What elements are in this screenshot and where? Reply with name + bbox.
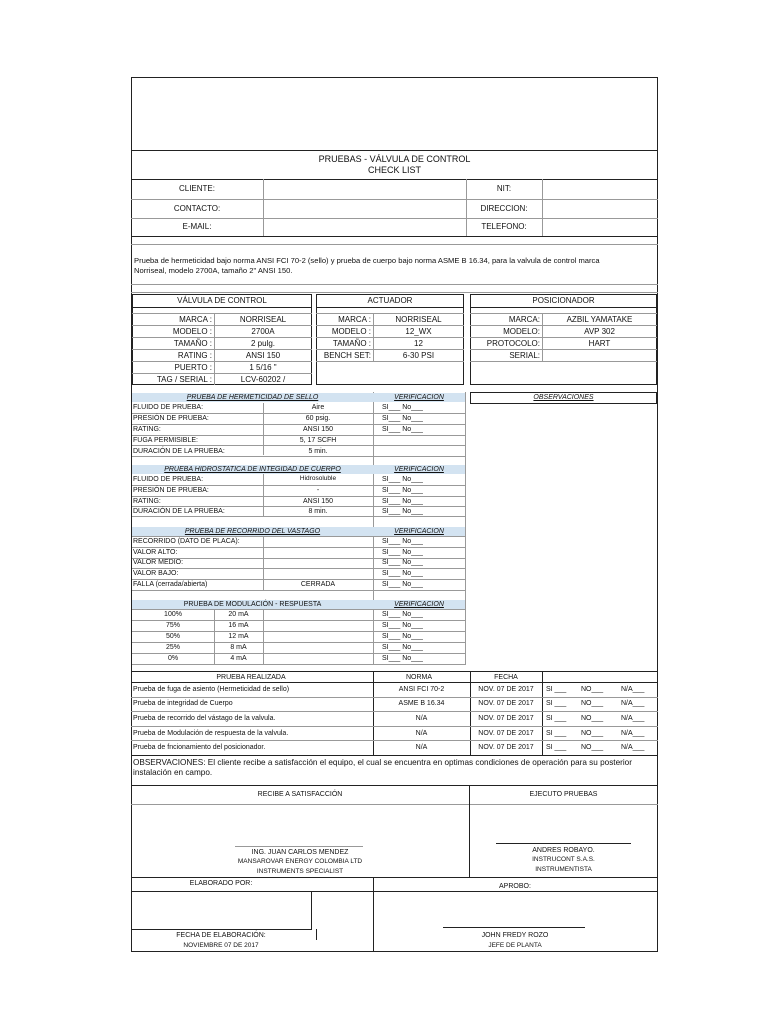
seal-check[interactable]: SI___ No___ xyxy=(382,415,423,422)
body-test-title: PRUEBA HIDROSTATICA DE INTEGIDAD DE CUERPO xyxy=(164,466,341,473)
modulation-pct: 25% xyxy=(165,644,180,651)
divider xyxy=(131,284,658,285)
positioner-row-line xyxy=(470,361,657,362)
summary-norm: ASME B 16.34 xyxy=(398,700,445,707)
seal-label: FLUIDO DE PRUEBA: xyxy=(133,404,204,411)
elaborated-label: ELABORADO POR: xyxy=(189,880,253,887)
summary-si[interactable]: SI ___ xyxy=(546,744,567,751)
actuator-row-line xyxy=(316,361,464,362)
valve-label: RATING : xyxy=(177,351,212,360)
body-label: RATING: xyxy=(133,498,161,505)
summary-no[interactable]: NO___ xyxy=(581,700,604,707)
seal-label: RATING: xyxy=(133,426,161,433)
summary-no[interactable]: NO___ xyxy=(581,744,604,751)
actuator-value: 6-30 PSI xyxy=(402,351,435,360)
right-signer-role: INSTRUMENTISTA xyxy=(535,866,592,873)
body-check[interactable]: SI___ No___ xyxy=(382,508,423,515)
summary-norm: N/A xyxy=(415,715,428,722)
valve-label: PUERTO : xyxy=(174,363,212,372)
row-line xyxy=(132,536,465,537)
actuator-row-line xyxy=(316,337,464,338)
summary-si[interactable]: SI ___ xyxy=(546,730,567,737)
actuator-label: MARCA : xyxy=(338,315,371,324)
valve-value: NORRISEAL xyxy=(239,315,287,324)
valve-label: MODELO : xyxy=(172,327,212,336)
stroke-check[interactable]: SI___ No___ xyxy=(382,549,423,556)
row-line xyxy=(132,653,465,654)
row-line xyxy=(132,664,465,665)
summary-header-test: PRUEBA REALIZADA xyxy=(216,674,286,681)
body-label: PRESIÓN DE PRUEBA: xyxy=(133,487,209,494)
client-grid-top xyxy=(131,179,658,180)
seal-check[interactable]: SI___ No___ xyxy=(382,426,423,433)
modulation-test-title: PRUEBA DE MODULACIÓN - RESPUESTA xyxy=(183,601,322,608)
modulation-check[interactable]: SI___ No___ xyxy=(382,633,423,640)
valve-value: 2700A xyxy=(251,327,275,336)
row-line xyxy=(132,609,465,610)
contact-label: CONTACTO: xyxy=(173,204,221,213)
form-title: PRUEBAS - VÁLVULA DE CONTROL xyxy=(318,154,471,164)
stroke-check[interactable]: SI___ No___ xyxy=(382,570,423,577)
stroke-check[interactable]: SI___ No___ xyxy=(382,581,423,588)
divider xyxy=(131,244,658,245)
summary-header-date: FECHA xyxy=(494,674,518,681)
summary-row-line xyxy=(131,711,658,712)
summary-row-line xyxy=(131,740,658,741)
actuator-label: BENCH SET: xyxy=(323,351,371,360)
valve-row-line xyxy=(132,373,312,374)
footer-marker xyxy=(316,929,317,940)
summary-si[interactable]: SI ___ xyxy=(546,700,567,707)
summary-col xyxy=(542,671,543,755)
seal-value: ANSI 150 xyxy=(303,426,333,433)
seal-check[interactable]: SI___ No___ xyxy=(382,404,423,411)
row-line xyxy=(132,547,465,548)
row-line xyxy=(132,579,465,580)
modulation-check[interactable]: SI___ No___ xyxy=(382,644,423,651)
body-check[interactable]: SI___ No___ xyxy=(382,498,423,505)
executed-title: EJECUTO PRUEBAS xyxy=(529,791,598,798)
body-value: - xyxy=(316,487,320,494)
summary-test: Prueba de fuga de asiento (Hermeticidad de sello) xyxy=(133,686,290,693)
nit-label: NIT: xyxy=(496,184,512,193)
modulation-check[interactable]: SI___ No___ xyxy=(382,622,423,629)
approver-signature-line xyxy=(443,927,585,928)
summary-norm: N/A xyxy=(415,744,428,751)
row-line xyxy=(132,642,465,643)
positioner-label: MODELO: xyxy=(503,327,540,336)
positioner-title-line xyxy=(470,307,657,308)
body-value: Hidrosoluble xyxy=(299,475,337,482)
summary-test: Prueba de fncionamiento del posicionador. xyxy=(133,744,266,751)
email-label: E-MAIL: xyxy=(182,222,212,231)
row-line xyxy=(132,435,465,436)
divider xyxy=(131,292,658,293)
valve-label: MARCA : xyxy=(179,315,212,324)
summary-na[interactable]: N/A___ xyxy=(621,686,645,693)
positioner-value: AZBIL YAMATAKE xyxy=(566,315,633,324)
row-line xyxy=(132,456,465,457)
positioner-row-line xyxy=(470,313,657,314)
stroke-label: RECORRIDO (DATO DE PLACA): xyxy=(133,538,240,545)
client-grid-line xyxy=(131,199,658,200)
actuator-value: 12 xyxy=(414,339,423,348)
valve-row-line xyxy=(132,337,312,338)
seal-value: 5, 17 SCFH xyxy=(299,437,337,444)
stroke-value: CERRADA xyxy=(300,581,336,588)
row-line xyxy=(132,485,465,486)
footer-date-line xyxy=(131,929,311,930)
signature-line-right xyxy=(496,843,631,844)
actuator-title-line xyxy=(316,307,464,308)
right-signer-name: ANDRES ROBAYO. xyxy=(532,847,595,854)
client-grid-col xyxy=(542,179,543,236)
row-line xyxy=(132,590,465,591)
modulation-check[interactable]: SI___ No___ xyxy=(382,655,423,662)
client-label: CLIENTE: xyxy=(178,184,215,193)
summary-si[interactable]: SI ___ xyxy=(546,686,567,693)
left-signer-role: INSTRUMENTS SPECIALIST xyxy=(256,868,344,875)
approver-role: JEFE DE PLANTA xyxy=(488,942,542,949)
row-line xyxy=(132,506,465,507)
seal-value: 5 min. xyxy=(308,448,328,455)
summary-date: NOV. 07 DE 2017 xyxy=(478,715,534,722)
seal-value: 60 psig. xyxy=(305,415,331,422)
observations-note-line1: OBSERVACIONES: El cliente recibe a satisfacción el equipo, el cual se encuentra en optimas condiciones de operación para su posterior xyxy=(133,758,632,767)
modulation-pct: 75% xyxy=(165,622,180,629)
client-grid-col xyxy=(263,179,264,236)
date-label: FECHA DE ELABORACIÓN: xyxy=(176,932,266,939)
row-line xyxy=(132,568,465,569)
positioner-label: SERIAL: xyxy=(509,351,540,360)
stroke-test-title: PRUEBA DE RECORRIDO DEL VASTAGO xyxy=(184,528,321,535)
header-divider xyxy=(131,150,658,151)
modulation-pct: 100% xyxy=(164,611,182,618)
date-value: NOVIEMBRE 07 DE 2017 xyxy=(183,942,259,949)
summary-si[interactable]: SI ___ xyxy=(546,715,567,722)
row-line xyxy=(132,496,465,497)
client-grid-line xyxy=(131,218,658,219)
summary-date: NOV. 07 DE 2017 xyxy=(478,744,534,751)
description-line1: Prueba de hermeticidad bajo norma ANSI FCI 70-2 (sello) y prueba de cuerpo bajo norma ASME B 16.34, para la valvula de control marca xyxy=(134,256,600,265)
row-line xyxy=(132,516,465,517)
summary-date: NOV. 07 DE 2017 xyxy=(478,700,534,707)
stroke-label: VALOR BAJO: xyxy=(133,570,179,577)
summary-test: Prueba de recorrido del vástago de la valvula. xyxy=(133,715,276,722)
modulation-pct: 50% xyxy=(165,633,180,640)
actuator-row-line xyxy=(316,349,464,350)
positioner-value: AVP 302 xyxy=(584,327,615,336)
positioner-label: PROTOCOLO: xyxy=(486,339,540,348)
modulation-ma: 4 mA xyxy=(230,655,247,662)
seal-test-title: PRUEBA DE HERMETICIDAD DE SELLO xyxy=(186,394,319,401)
stroke-check[interactable]: SI___ No___ xyxy=(382,559,423,566)
actuator-title: ACTUADOR xyxy=(367,296,413,305)
valve-value: LCV-60202 / xyxy=(240,375,286,384)
stroke-label: VALOR MEDIO: xyxy=(133,559,184,566)
valve-value: 1 5/16 " xyxy=(249,363,277,372)
observations-note-line2: instalación en campo. xyxy=(133,768,213,777)
row-line xyxy=(132,620,465,621)
valve-label: TAMAÑO : xyxy=(173,339,212,348)
modulation-check[interactable]: SI___ No___ xyxy=(382,611,423,618)
summary-no[interactable]: NO___ xyxy=(581,715,604,722)
observations-title: OBSERVACIONES xyxy=(533,394,594,401)
summary-na[interactable]: N/A___ xyxy=(621,715,645,722)
client-grid-bottom xyxy=(131,236,658,237)
body-value: 8 min. xyxy=(308,508,328,515)
verification-title: VERIFICACION xyxy=(394,466,444,473)
summary-norm: ANSI FCI 70-2 xyxy=(398,686,445,693)
actuator-label: TAMAÑO : xyxy=(332,339,371,348)
summary-test: Prueba de Modulación de respuesta de la valvula. xyxy=(133,730,289,737)
test-col xyxy=(465,392,466,665)
summary-row-line xyxy=(131,726,658,727)
footer-col xyxy=(373,877,374,952)
actuator-row-line xyxy=(316,325,464,326)
summary-date: NOV. 07 DE 2017 xyxy=(478,730,534,737)
positioner-row-line xyxy=(470,337,657,338)
summary-na[interactable]: N/A___ xyxy=(621,744,645,751)
summary-na[interactable]: N/A___ xyxy=(621,730,645,737)
approved-label: APROBO: xyxy=(499,883,531,890)
positioner-row-line xyxy=(470,349,657,350)
modulation-pct: 0% xyxy=(167,655,179,662)
summary-test: Prueba de integridad de Cuerpo xyxy=(133,700,233,707)
row-line xyxy=(132,424,465,425)
signatures-header-line xyxy=(131,804,658,805)
modulation-ma: 20 mA xyxy=(228,611,249,618)
summary-na[interactable]: N/A___ xyxy=(621,700,645,707)
verification-title: VERIFICACION xyxy=(394,528,444,535)
modulation-ma: 12 mA xyxy=(228,633,249,640)
modulation-ma: 8 mA xyxy=(230,644,247,651)
seal-value: Aire xyxy=(311,404,325,411)
body-check[interactable]: SI___ No___ xyxy=(382,476,423,483)
actuator-value: 12_WX xyxy=(405,327,432,336)
summary-header-norm: NORMA xyxy=(405,674,433,681)
summary-bottom xyxy=(131,755,658,756)
seal-label: PRESIÓN DE PRUEBA: xyxy=(133,415,209,422)
stroke-label: FALLA (cerrada/abierta) xyxy=(133,581,208,588)
signature-line-left xyxy=(235,846,363,847)
receives-title: RECIBE A SATISFACCIÓN xyxy=(257,791,343,798)
form-subtitle: CHECK LIST xyxy=(367,165,421,175)
verification-title: VERIFICACION xyxy=(394,394,444,401)
valve-title-line xyxy=(132,307,312,308)
summary-no[interactable]: NO___ xyxy=(581,730,604,737)
summary-col xyxy=(470,671,471,755)
address-label: DIRECCION: xyxy=(480,204,528,213)
valve-row-line xyxy=(132,325,312,326)
actuator-label: MODELO : xyxy=(331,327,371,336)
footer-right-edge xyxy=(657,918,658,952)
body-value: ANSI 150 xyxy=(303,498,333,505)
seal-label: FUGA PERMISIBLE: xyxy=(133,437,198,444)
positioner-value: HART xyxy=(588,339,611,348)
footer-inner-col xyxy=(311,891,312,930)
positioner-row-line xyxy=(470,325,657,326)
valve-label: TAG / SERIAL : xyxy=(156,375,212,384)
row-line xyxy=(132,631,465,632)
valve-title: VÁLVULA DE CONTROL xyxy=(177,296,267,305)
valve-value: ANSI 150 xyxy=(245,351,281,360)
approver-name: JOHN FREDY ROZO xyxy=(481,932,549,939)
summary-header-line xyxy=(131,682,658,683)
stroke-check[interactable]: SI___ No___ xyxy=(382,538,423,545)
row-line xyxy=(132,445,465,446)
stroke-label: VALOR ALTO: xyxy=(133,549,178,556)
right-signer-company: INSTRUCONT S.A.S. xyxy=(532,856,595,863)
footer-header-line xyxy=(131,891,658,892)
valve-value: 2 pulg. xyxy=(250,339,276,348)
test-col xyxy=(263,609,264,664)
body-check[interactable]: SI___ No___ xyxy=(382,487,423,494)
footer-top xyxy=(131,877,658,878)
summary-top xyxy=(131,671,658,672)
valve-row-line xyxy=(132,349,312,350)
modulation-ma: 16 mA xyxy=(228,622,249,629)
signatures-top xyxy=(131,785,658,786)
summary-date: NOV. 07 DE 2017 xyxy=(478,686,534,693)
body-label: DURACIÓN DE LA PRUEBA: xyxy=(133,508,225,515)
actuator-value: NORRISEAL xyxy=(395,315,442,324)
seal-label: DURACIÓN DE LA PRUEBA: xyxy=(133,448,225,455)
row-line xyxy=(132,413,465,414)
actuator-row-line xyxy=(316,313,464,314)
valve-row-line xyxy=(132,313,312,314)
left-signer-company: MANSAROVAR ENERGY COLOMBIA LTD xyxy=(237,858,363,865)
summary-row-line xyxy=(131,697,658,698)
summary-norm: N/A xyxy=(415,730,428,737)
phone-label: TELEFONO: xyxy=(481,222,527,231)
summary-col xyxy=(373,671,374,755)
left-signer-name: ING. JUAN CARLOS MENDEZ xyxy=(251,849,349,856)
valve-row-line xyxy=(132,361,312,362)
body-label: FLUIDO DE PRUEBA: xyxy=(133,476,204,483)
positioner-title: POSICIONADOR xyxy=(532,296,595,305)
positioner-label: MARCA: xyxy=(508,315,540,324)
summary-no[interactable]: NO___ xyxy=(581,686,604,693)
description-line2: Norriseal, modelo 2700A, tamaño 2" ANSI 150. xyxy=(134,266,293,275)
verification-title: VERIFICACION xyxy=(394,601,444,608)
